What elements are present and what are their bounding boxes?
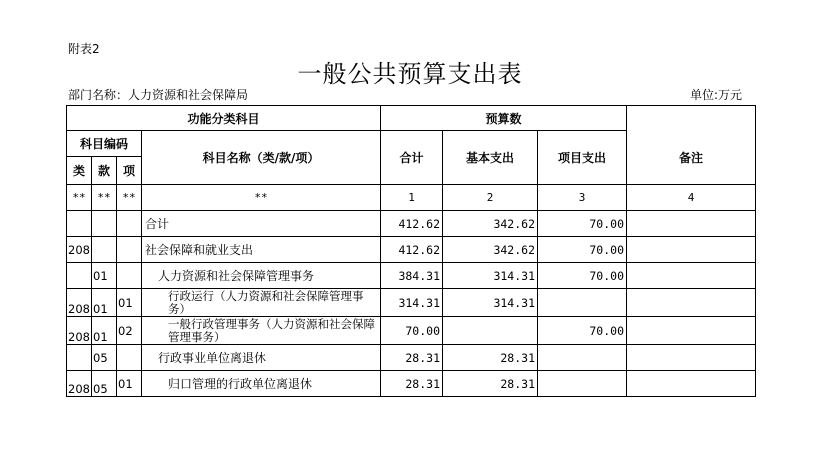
total-cell: 28.31 xyxy=(381,371,443,397)
table-row xyxy=(67,345,756,371)
code-header: 科目编码 xyxy=(67,131,142,157)
budget-header: 预算数 xyxy=(381,106,627,131)
lei-cell: 208 xyxy=(67,317,92,345)
kuan-cell: 01 xyxy=(92,317,117,345)
basic-cell: 342.62 xyxy=(443,211,538,237)
table-row xyxy=(67,371,756,397)
lei-cell: 208 xyxy=(67,289,92,317)
lei-cell xyxy=(67,263,92,289)
remark-header: 备注 xyxy=(627,131,756,185)
total-cell: 314.31 xyxy=(381,289,443,317)
header-row-2 xyxy=(67,131,756,157)
project-cell: 70.00 xyxy=(538,263,627,289)
functional-header: 功能分类科目 xyxy=(67,106,381,131)
department-label: 部门名称：人力资源和社会保障局 xyxy=(68,88,249,102)
table-row xyxy=(67,289,756,317)
budget-table xyxy=(66,105,756,397)
index-row xyxy=(67,185,756,211)
header-row-1 xyxy=(67,106,756,131)
remark-cell xyxy=(627,211,756,237)
kuan-cell: 05 xyxy=(92,371,117,397)
basic-cell: 314.31 xyxy=(443,289,538,317)
xiang-cell xyxy=(117,237,142,263)
xiang-cell: 01 xyxy=(117,371,142,397)
name-cell: 社会保障和就业支出 xyxy=(142,237,381,263)
lei-header: 类 xyxy=(67,157,92,185)
project-cell: 70.00 xyxy=(538,237,627,263)
total-cell: 384.31 xyxy=(381,263,443,289)
table-row xyxy=(67,263,756,289)
name-cell: 行政运行（人力资源和社会保障管理事务） xyxy=(142,289,381,317)
index-cell: ** xyxy=(67,185,92,211)
xiang-cell xyxy=(117,345,142,371)
unit-label: 单位:万元 xyxy=(690,88,743,102)
total-header: 合计 xyxy=(381,131,443,185)
total-cell: 412.62 xyxy=(381,237,443,263)
remark-cell xyxy=(627,263,756,289)
name-cell: 归口管理的行政单位离退休 xyxy=(142,371,381,397)
lei-cell: 208 xyxy=(67,237,92,263)
remark-cell xyxy=(627,317,756,345)
xiang-cell: 02 xyxy=(117,317,142,345)
total-cell: 70.00 xyxy=(381,317,443,345)
name-header: 科目名称（类/款/项） xyxy=(142,131,381,185)
header-blank xyxy=(627,106,756,131)
lei-cell xyxy=(67,211,92,237)
basic-cell xyxy=(443,317,538,345)
xiang-cell xyxy=(117,263,142,289)
basic-cell: 28.31 xyxy=(443,345,538,371)
page-title: 一般公共预算支出表 xyxy=(297,60,523,88)
remark-cell xyxy=(627,289,756,317)
index-cell: 1 xyxy=(381,185,443,211)
index-cell: ** xyxy=(117,185,142,211)
table-row xyxy=(67,237,756,263)
basic-cell: 342.62 xyxy=(443,237,538,263)
total-cell: 412.62 xyxy=(381,211,443,237)
basic-cell: 28.31 xyxy=(443,371,538,397)
index-cell: 3 xyxy=(538,185,627,211)
project-cell xyxy=(538,371,627,397)
kuan-cell: 01 xyxy=(92,289,117,317)
name-cell: 行政事业单位离退休 xyxy=(142,345,381,371)
project-cell: 70.00 xyxy=(538,317,627,345)
table-row xyxy=(67,211,756,237)
xiang-cell: 01 xyxy=(117,289,142,317)
kuan-cell: 01 xyxy=(92,263,117,289)
lei-cell: 208 xyxy=(67,371,92,397)
kuan-cell xyxy=(92,237,117,263)
remark-cell xyxy=(627,237,756,263)
index-cell: ** xyxy=(142,185,381,211)
xiang-cell xyxy=(117,211,142,237)
kuan-cell: 05 xyxy=(92,345,117,371)
basic-header: 基本支出 xyxy=(443,131,538,185)
project-header: 项目支出 xyxy=(538,131,627,185)
index-cell: 4 xyxy=(627,185,756,211)
kuan-cell xyxy=(92,211,117,237)
name-cell: 人力资源和社会保障管理事务 xyxy=(142,263,381,289)
remark-cell xyxy=(627,371,756,397)
basic-cell: 314.31 xyxy=(443,263,538,289)
attachment-label: 附表2 xyxy=(68,42,100,56)
project-cell xyxy=(538,345,627,371)
project-cell xyxy=(538,289,627,317)
lei-cell xyxy=(67,345,92,371)
index-cell: 2 xyxy=(443,185,538,211)
index-cell: ** xyxy=(92,185,117,211)
project-cell: 70.00 xyxy=(538,211,627,237)
kuan-header: 款 xyxy=(92,157,117,185)
table-row xyxy=(67,317,756,345)
name-cell: 一般行政管理事务（人力资源和社会保障管理事务） xyxy=(142,317,381,345)
xiang-header: 项 xyxy=(117,157,142,185)
name-cell: 合计 xyxy=(142,211,381,237)
remark-cell xyxy=(627,345,756,371)
total-cell: 28.31 xyxy=(381,345,443,371)
